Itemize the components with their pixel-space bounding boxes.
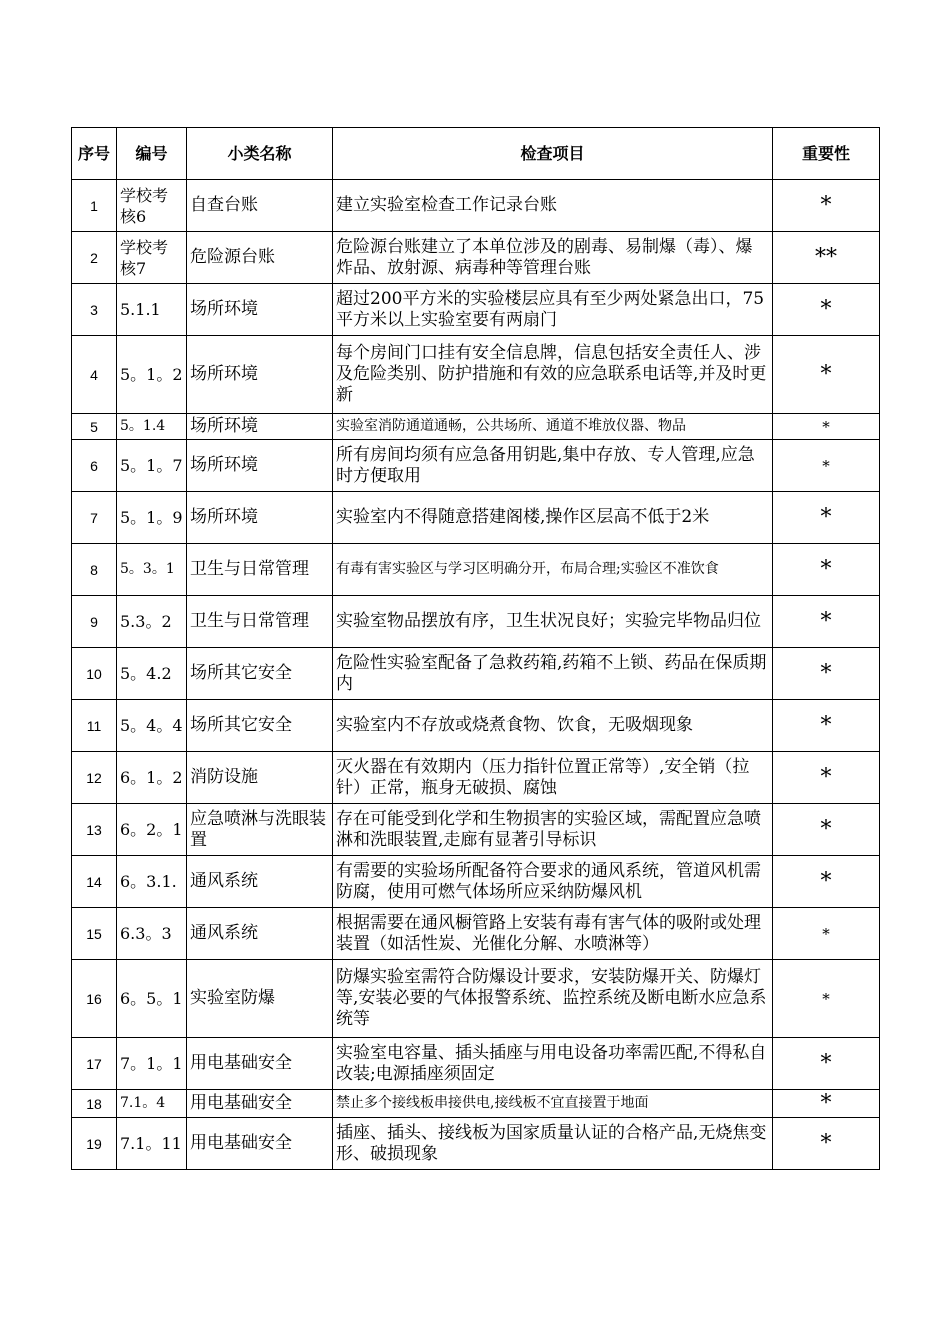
row-index: 13 [72, 804, 117, 856]
row-index: 17 [72, 1038, 117, 1090]
row-code: 5。1。7 [117, 440, 187, 492]
row-importance: * [773, 700, 880, 752]
row-importance: * [773, 180, 880, 232]
row-code: 学校考核7 [117, 232, 187, 284]
row-index: 15 [72, 908, 117, 960]
row-category: 用电基础安全 [187, 1090, 333, 1118]
row-importance: * [773, 960, 880, 1038]
header-item: 检查项目 [333, 128, 773, 180]
row-importance: * [773, 1038, 880, 1090]
row-category: 场所环境 [187, 414, 333, 440]
row-index: 2 [72, 232, 117, 284]
row-importance: * [773, 752, 880, 804]
row-importance: * [773, 856, 880, 908]
row-index: 18 [72, 1090, 117, 1118]
row-importance: * [773, 1090, 880, 1118]
row-code: 5。4。4 [117, 700, 187, 752]
header-category: 小类名称 [187, 128, 333, 180]
row-importance: * [773, 284, 880, 336]
row-item: 有毒有害实验区与学习区明确分开，布局合理;实验区不准饮食 [333, 544, 773, 596]
row-item: 有需要的实验场所配备符合要求的通风系统，管道风机需防腐，使用可燃气体场所应采纳防爆风机 [333, 856, 773, 908]
table-row [72, 336, 880, 414]
row-importance: * [773, 544, 880, 596]
row-importance: * [773, 336, 880, 414]
row-importance: * [773, 1118, 880, 1170]
row-item: 所有房间均须有应急备用钥匙,集中存放、专人管理,应急时方便取用 [333, 440, 773, 492]
row-category: 应急喷淋与洗眼装置 [187, 804, 333, 856]
row-index: 6 [72, 440, 117, 492]
row-index: 12 [72, 752, 117, 804]
row-code: 6。5。1 [117, 960, 187, 1038]
row-item: 建立实验室检查工作记录台账 [333, 180, 773, 232]
header-index: 序号 [72, 128, 117, 180]
row-category: 场所环境 [187, 440, 333, 492]
row-index: 14 [72, 856, 117, 908]
table-row [72, 180, 880, 232]
row-item: 插座、插头、接线板为国家质量认证的合格产品,无烧焦变形、破损现象 [333, 1118, 773, 1170]
table-row [72, 1038, 880, 1090]
row-importance: ** [773, 232, 880, 284]
row-category: 用电基础安全 [187, 1118, 333, 1170]
row-index: 19 [72, 1118, 117, 1170]
row-code: 5。1。2 [117, 336, 187, 414]
row-category: 危险源台账 [187, 232, 333, 284]
row-importance: * [773, 648, 880, 700]
row-code: 学校考核6 [117, 180, 187, 232]
row-item: 危险性实验室配备了急救药箱,药箱不上锁、药品在保质期内 [333, 648, 773, 700]
table-row [72, 1090, 880, 1118]
row-index: 10 [72, 648, 117, 700]
row-code: 5。4.2 [117, 648, 187, 700]
row-code: 7.1。4 [117, 1090, 187, 1118]
row-code: 5。3。1 [117, 544, 187, 596]
row-item: 灭火器在有效期内（压力指针位置正常等）,安全销（拉针）正常，瓶身无破损、腐蚀 [333, 752, 773, 804]
row-item: 危险源台账建立了本单位涉及的剧毒、易制爆（毒）、爆炸品、放射源、病毒种等管理台账 [333, 232, 773, 284]
row-category: 场所其它安全 [187, 648, 333, 700]
table-row [72, 648, 880, 700]
row-category: 卫生与日常管理 [187, 544, 333, 596]
table-row [72, 1118, 880, 1170]
table-row [72, 440, 880, 492]
row-code: 5。1。9 [117, 492, 187, 544]
table-row [72, 804, 880, 856]
row-index: 9 [72, 596, 117, 648]
row-item: 实验室消防通道通畅，公共场所、通道不堆放仪器、物品 [333, 414, 773, 440]
row-category: 通风系统 [187, 908, 333, 960]
inspection-checklist-table [71, 127, 880, 1170]
row-code: 6。2。1 [117, 804, 187, 856]
row-importance: * [773, 908, 880, 960]
row-item: 超过200平方米的实验楼层应具有至少两处紧急出口，75平方米以上实验室要有两扇门 [333, 284, 773, 336]
row-code: 5.3。2 [117, 596, 187, 648]
row-index: 1 [72, 180, 117, 232]
row-item: 防爆实验室需符合防爆设计要求，安装防爆开关、防爆灯等,安装必要的气体报警系统、监控系统及断电断水应急系统等 [333, 960, 773, 1038]
row-importance: * [773, 804, 880, 856]
row-index: 16 [72, 960, 117, 1038]
table-row [72, 232, 880, 284]
row-category: 场所其它安全 [187, 700, 333, 752]
row-importance: * [773, 492, 880, 544]
row-item: 根据需要在通风橱管路上安装有毒有害气体的吸附或处理装置（如活性炭、光催化分解、水喷淋等） [333, 908, 773, 960]
row-index: 3 [72, 284, 117, 336]
table-header-row [72, 128, 880, 180]
row-item: 存在可能受到化学和生物损害的实验区域，需配置应急喷淋和洗眼装置,走廊有显著引导标识 [333, 804, 773, 856]
row-index: 4 [72, 336, 117, 414]
table-row [72, 492, 880, 544]
table-row [72, 284, 880, 336]
table-row [72, 414, 880, 440]
header-code: 编号 [117, 128, 187, 180]
row-category: 用电基础安全 [187, 1038, 333, 1090]
row-importance: * [773, 596, 880, 648]
row-code: 7.1。11 [117, 1118, 187, 1170]
row-index: 8 [72, 544, 117, 596]
table-row [72, 596, 880, 648]
row-code: 7。1。1 [117, 1038, 187, 1090]
row-item: 实验室物品摆放有序，卫生状况良好；实验完毕物品归位 [333, 596, 773, 648]
table-row [72, 752, 880, 804]
row-item: 每个房间门口挂有安全信息牌，信息包括安全责任人、涉及危险类别、防护措施和有效的应急联系电话等,并及时更新 [333, 336, 773, 414]
row-importance: * [773, 414, 880, 440]
row-item: 实验室电容量、插头插座与用电设备功率需匹配,不得私自改装;电源插座须固定 [333, 1038, 773, 1090]
table-row [72, 960, 880, 1038]
row-category: 场所环境 [187, 284, 333, 336]
row-code: 5。1.4 [117, 414, 187, 440]
row-category: 消防设施 [187, 752, 333, 804]
row-category: 卫生与日常管理 [187, 596, 333, 648]
row-index: 5 [72, 414, 117, 440]
row-code: 6。3.1. [117, 856, 187, 908]
table-row [72, 700, 880, 752]
table-row [72, 908, 880, 960]
row-item: 实验室内不存放或烧煮食物、饮食，无吸烟现象 [333, 700, 773, 752]
row-code: 6。1。2 [117, 752, 187, 804]
row-code: 6.3。3 [117, 908, 187, 960]
row-index: 11 [72, 700, 117, 752]
table-row [72, 544, 880, 596]
row-code: 5.1.1 [117, 284, 187, 336]
row-category: 自查台账 [187, 180, 333, 232]
row-category: 实验室防爆 [187, 960, 333, 1038]
row-category: 通风系统 [187, 856, 333, 908]
row-item: 禁止多个接线板串接供电,接线板不宜直接置于地面 [333, 1090, 773, 1118]
table-row [72, 856, 880, 908]
row-importance: * [773, 440, 880, 492]
row-index: 7 [72, 492, 117, 544]
row-item: 实验室内不得随意搭建阁楼,操作区层高不低于2米 [333, 492, 773, 544]
row-category: 场所环境 [187, 492, 333, 544]
row-category: 场所环境 [187, 336, 333, 414]
header-importance: 重要性 [773, 128, 880, 180]
